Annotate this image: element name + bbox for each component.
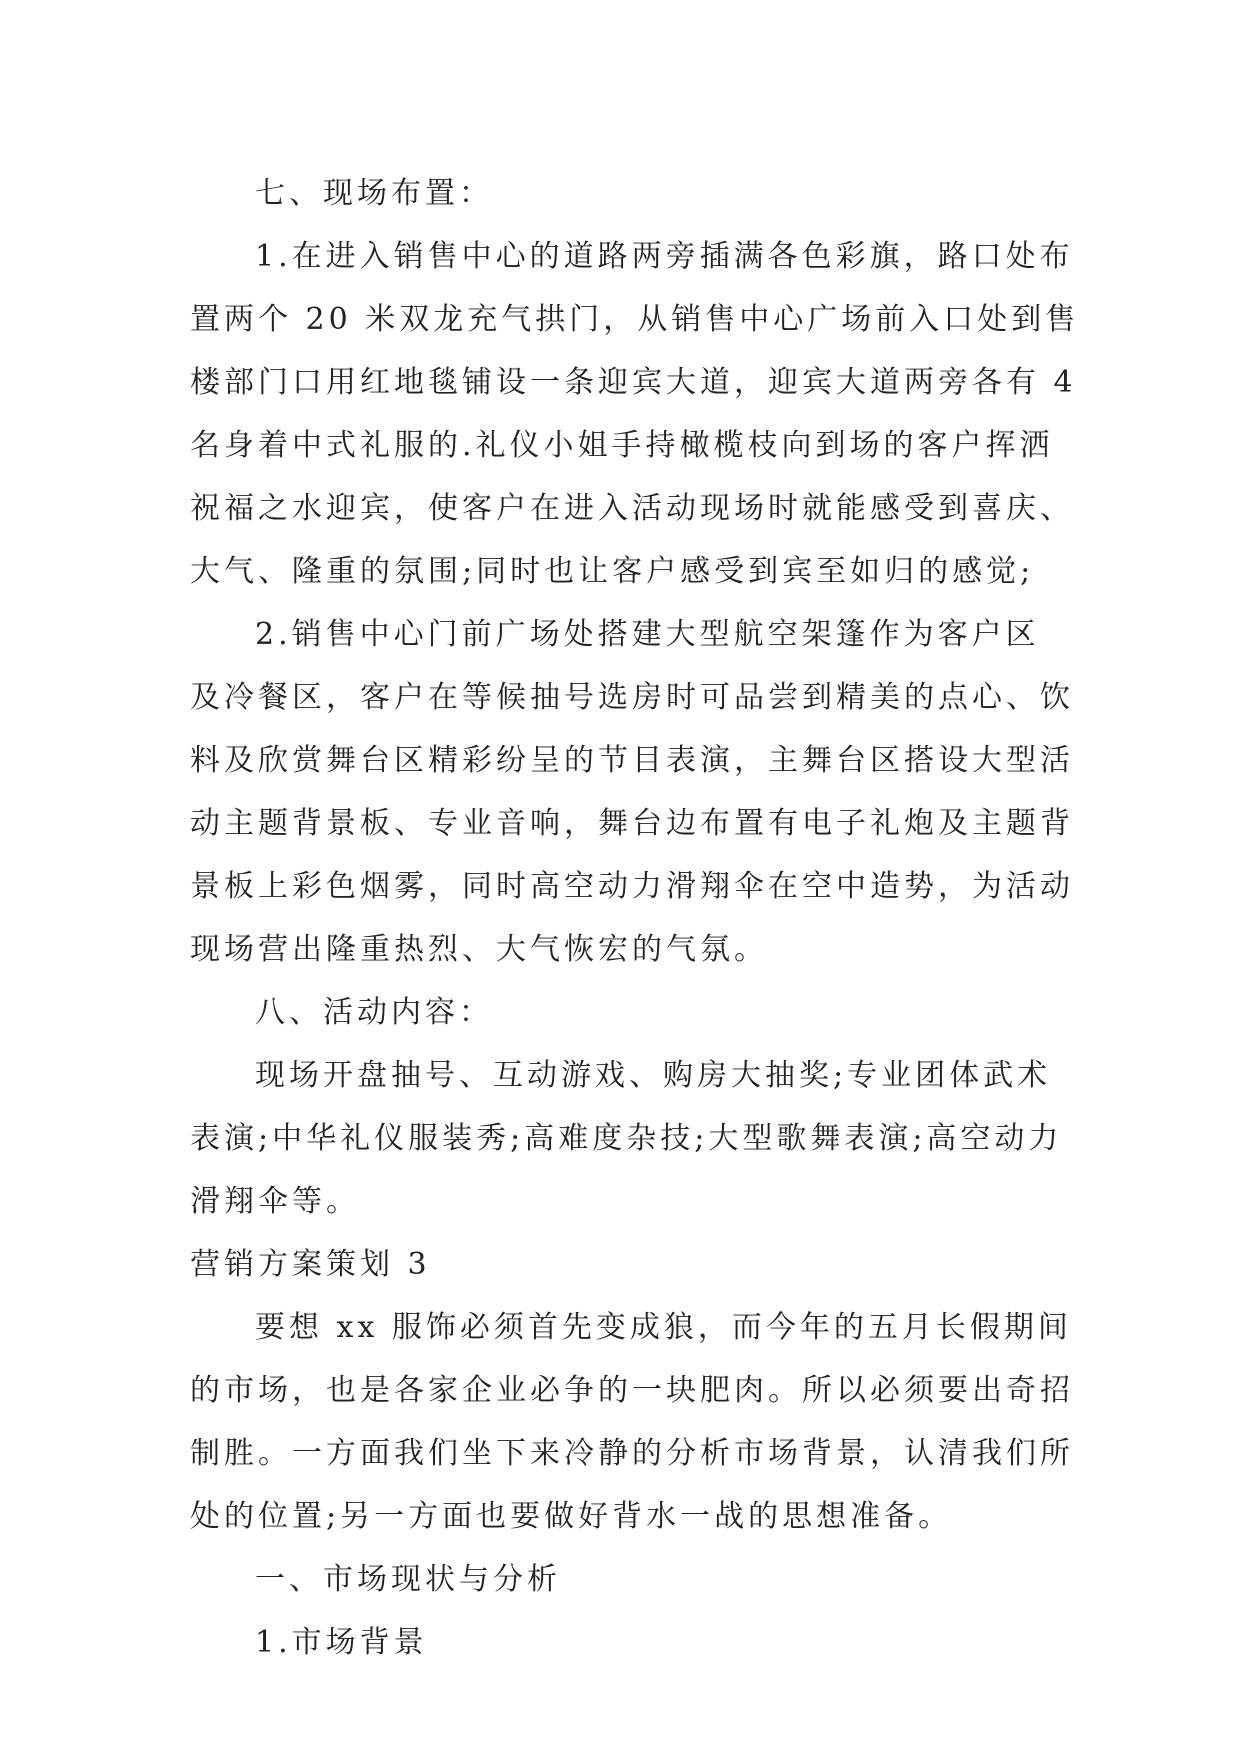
paragraph-line: 表演;中华礼仪服装秀;高难度杂技;大型歌舞表演;高空动力 — [190, 1121, 1063, 1156]
paragraph-line: 要想 xx 服饰必须首先变成狼，而今年的五月长假期间 — [255, 1310, 1072, 1345]
paragraph-line: 制胜。一方面我们坐下来冷静的分析市场背景，认清我们所 — [190, 1436, 1074, 1471]
document-body — [190, 162, 1080, 1674]
section-heading-8: 八、活动内容： — [255, 995, 493, 1030]
paragraph-line: 大气、隆重的氛围;同时也让客户感受到宾至如归的感觉; — [190, 554, 1035, 589]
paragraph-line: 现场营出隆重热烈、大气恢宏的气氛。 — [190, 932, 768, 967]
section-heading-1: 一、市场现状与分析 — [255, 1562, 561, 1597]
paragraph-line: 料及欣赏舞台区精彩纷呈的节目表演，主舞台区搭设大型活 — [190, 743, 1074, 778]
paragraph-line: 景板上彩色烟雾，同时高空动力滑翔伞在空中造势，为活动 — [190, 869, 1074, 904]
paragraph-line: 动主题背景板、专业音响，舞台边布置有电子礼炮及主题背 — [190, 806, 1074, 841]
subsection-heading: 1.市场背景 — [255, 1625, 428, 1660]
paragraph-line: 及冷餐区，客户在等候抽号选房时可品尝到精美的点心、饮 — [190, 680, 1074, 715]
paragraph-line: 现场开盘抽号、互动游戏、购房大抽奖;专业团体武术 — [255, 1058, 1052, 1093]
paragraph-line: 置两个 20 米双龙充气拱门，从销售中心广场前入口处到售 — [190, 302, 1080, 337]
paragraph-line: 2.销售中心门前广场处搭建大型航空架篷作为客户区 — [255, 617, 1040, 652]
paragraph-line: 滑翔伞等。 — [190, 1184, 360, 1219]
paragraph-line: 名身着中式礼服的.礼仪小姐手持橄榄枝向到场的客户挥洒 — [190, 428, 1054, 463]
paragraph-line: 处的位置;另一方面也要做好背水一战的思想准备。 — [190, 1499, 953, 1534]
section-heading-7: 七、现场布置： — [255, 176, 493, 211]
paragraph-line: 祝福之水迎宾，使客户在进入活动现场时就能感受到喜庆、 — [190, 491, 1074, 526]
paragraph-line: 的市场，也是各家企业必争的一块肥肉。所以必须要出奇招 — [190, 1373, 1074, 1408]
document-title: 营销方案策划 3 — [190, 1247, 431, 1282]
paragraph-line: 1.在进入销售中心的道路两旁插满各色彩旗，路口处布 — [255, 239, 1074, 274]
paragraph-line: 楼部门口用红地毯铺设一条迎宾大道，迎宾大道两旁各有 4 — [190, 365, 1077, 400]
